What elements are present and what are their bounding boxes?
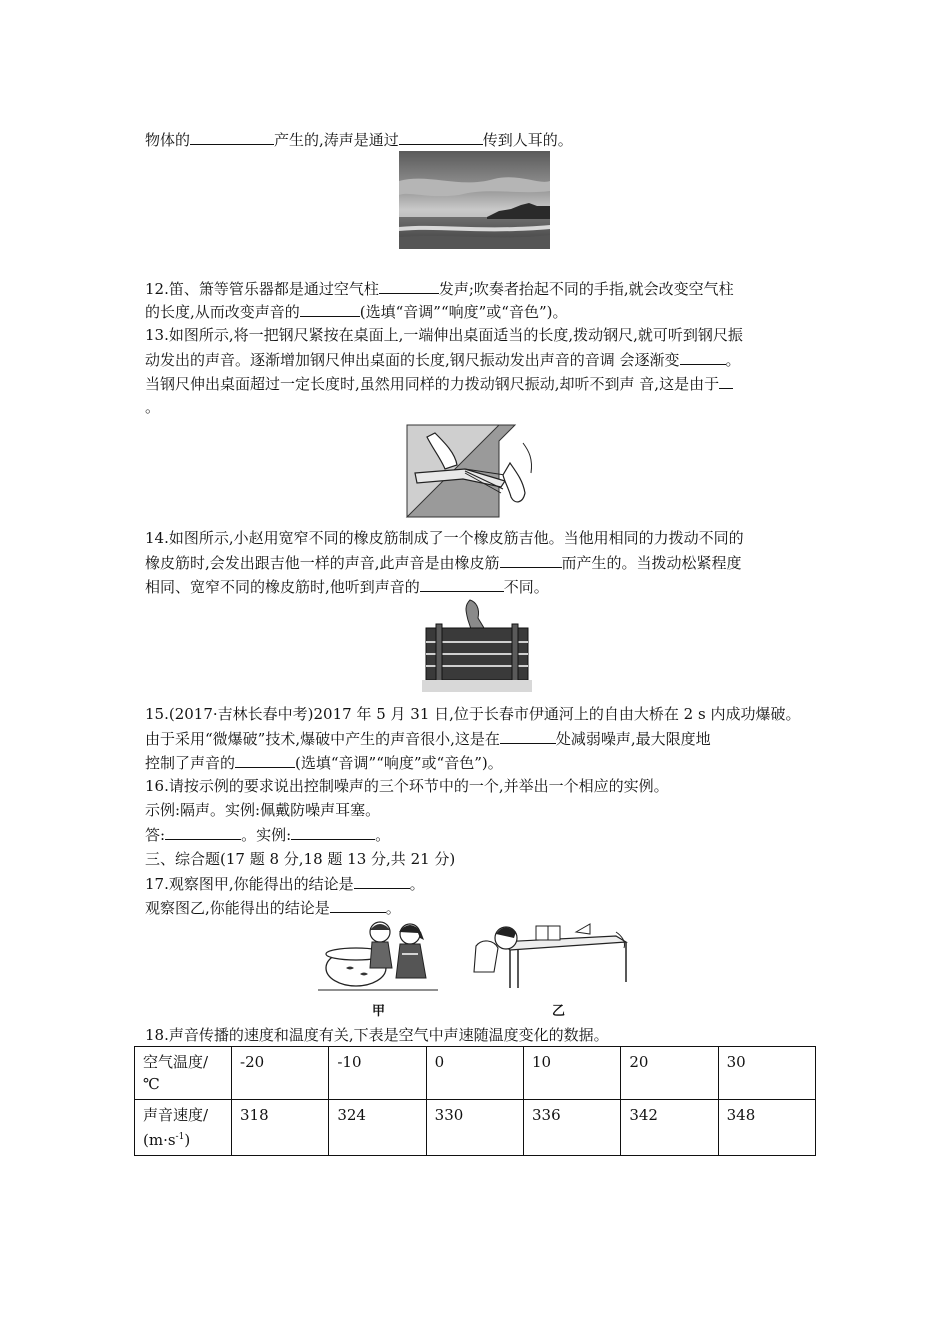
ruler-figure [405, 423, 545, 519]
q16-blank-1[interactable] [165, 823, 241, 840]
q17-blank-1[interactable] [354, 872, 410, 889]
q11-tail-line: 物体的 产生的,涛声是通过 传到人耳的。 [145, 128, 573, 150]
speed-cell: 330 [426, 1100, 523, 1156]
temp-cell: -10 [329, 1047, 426, 1100]
temp-cell: -20 [232, 1047, 329, 1100]
caption-jia: 甲 [372, 1004, 386, 1019]
q15-line-1: 15.(2017·吉林长春中考)2017 年 5 月 31 日,位于长春市伊通河上的自由大桥在 2 s 内成功爆破。 [145, 705, 801, 723]
q14-line-3: 相同、宽窄不同的橡皮筋时,他听到声音的 不同。 [145, 575, 549, 597]
q15-blank-1[interactable] [500, 727, 556, 744]
speed-cell: 342 [621, 1100, 718, 1156]
caption-yi: 乙 [552, 1004, 566, 1019]
q17-blank-2[interactable] [330, 896, 386, 913]
speed-row [135, 1100, 816, 1156]
q13-blank-1[interactable] [680, 348, 726, 365]
q11-blank-1[interactable] [190, 128, 274, 145]
temp-cell: 10 [523, 1047, 620, 1100]
figure-yi-ear-on-table [466, 918, 636, 992]
temp-cell: 30 [718, 1047, 815, 1100]
q16-blank-2[interactable] [291, 823, 375, 840]
q17-line-2: 观察图乙,你能得出的结论是 。 [145, 896, 401, 918]
q16-line-3: 答: 。实例: 。 [145, 823, 390, 845]
q12-blank-2[interactable] [300, 300, 360, 317]
section-3-heading: 三、综合题(17 题 8 分,18 题 13 分,共 21 分) [145, 850, 456, 868]
seashore-photo [399, 151, 550, 249]
temperature-row [135, 1047, 816, 1100]
sound-speed-table [134, 1046, 816, 1156]
speed-cell: 324 [329, 1100, 426, 1156]
q16-line-1: 16.请按示例的要求说出控制噪声的三个环节中的一个,并举出一个相应的实例。 [145, 777, 669, 795]
q16-line-2: 示例:隔声。实例:佩戴防噪声耳塞。 [145, 801, 381, 819]
rubber-band-guitar-figure [422, 598, 532, 692]
q12-line-1: 12.笛、箫等管乐器都是通过空气柱 发声;吹奏者抬起不同的手指,就会改变空气柱 [145, 277, 734, 299]
q17-line-1: 17.观察图甲,你能得出的结论是 。 [145, 872, 425, 894]
q12-blank-1[interactable] [379, 277, 439, 294]
temp-cell: 0 [426, 1047, 523, 1100]
q14-line-1: 14.如图所示,小赵用宽窄不同的橡皮筋制成了一个橡皮筋吉他。当他用相同的力拨动不同的 [145, 529, 744, 547]
temperature-header: 空气温度/℃ [135, 1047, 232, 1100]
speed-cell: 336 [523, 1100, 620, 1156]
q15-line-2: 由于采用“微爆破”技术,爆破中产生的声音很小,这是在 处减弱噪声,最大限度地 [145, 727, 711, 749]
q13-blank-2[interactable] [719, 372, 733, 389]
temp-cell: 20 [621, 1047, 718, 1100]
q15-blank-2[interactable] [235, 751, 295, 768]
q12-line-2: 的长度,从而改变声音的 (选填“音调”“响度”或“音色”)。 [145, 300, 568, 322]
q18-intro: 18.声音传播的速度和温度有关,下表是空气中声速随温度变化的数据。 [145, 1026, 609, 1044]
speed-header: 声音速度/ $(m\cdot s^{-1})$ [135, 1100, 232, 1156]
figure-jia-children-fishbowl [318, 918, 438, 996]
speed-cell: 318 [232, 1100, 329, 1156]
q13-line-4: 。 [145, 398, 161, 416]
q13-line-1: 13.如图所示,将一把钢尺紧按在桌面上,一端伸出桌面适当的长度,拨动钢尺,就可听到钢尺振 [145, 326, 743, 344]
q15-line-3: 控制了声音的 (选填“音调”“响度”或“音色”)。 [145, 751, 503, 773]
q13-line-3: 当钢尺伸出桌面超过一定长度时,虽然用同样的力拨动钢尺振动,却听不到声 音,这是由于 [145, 372, 733, 394]
speed-cell: 348 [718, 1100, 815, 1156]
q14-line-2: 橡皮筋时,会发出跟吉他一样的声音,此声音是由橡皮筋 而产生的。当拨动松紧程度 [145, 551, 742, 573]
q13-line-2: 动发出的声音。逐渐增加钢尺伸出桌面的长度,钢尺振动发出声音的音调 会逐渐变 。 [145, 348, 741, 370]
q11-blank-2[interactable] [399, 128, 483, 145]
q14-blank-1[interactable] [500, 551, 562, 568]
q14-blank-2[interactable] [420, 575, 504, 592]
